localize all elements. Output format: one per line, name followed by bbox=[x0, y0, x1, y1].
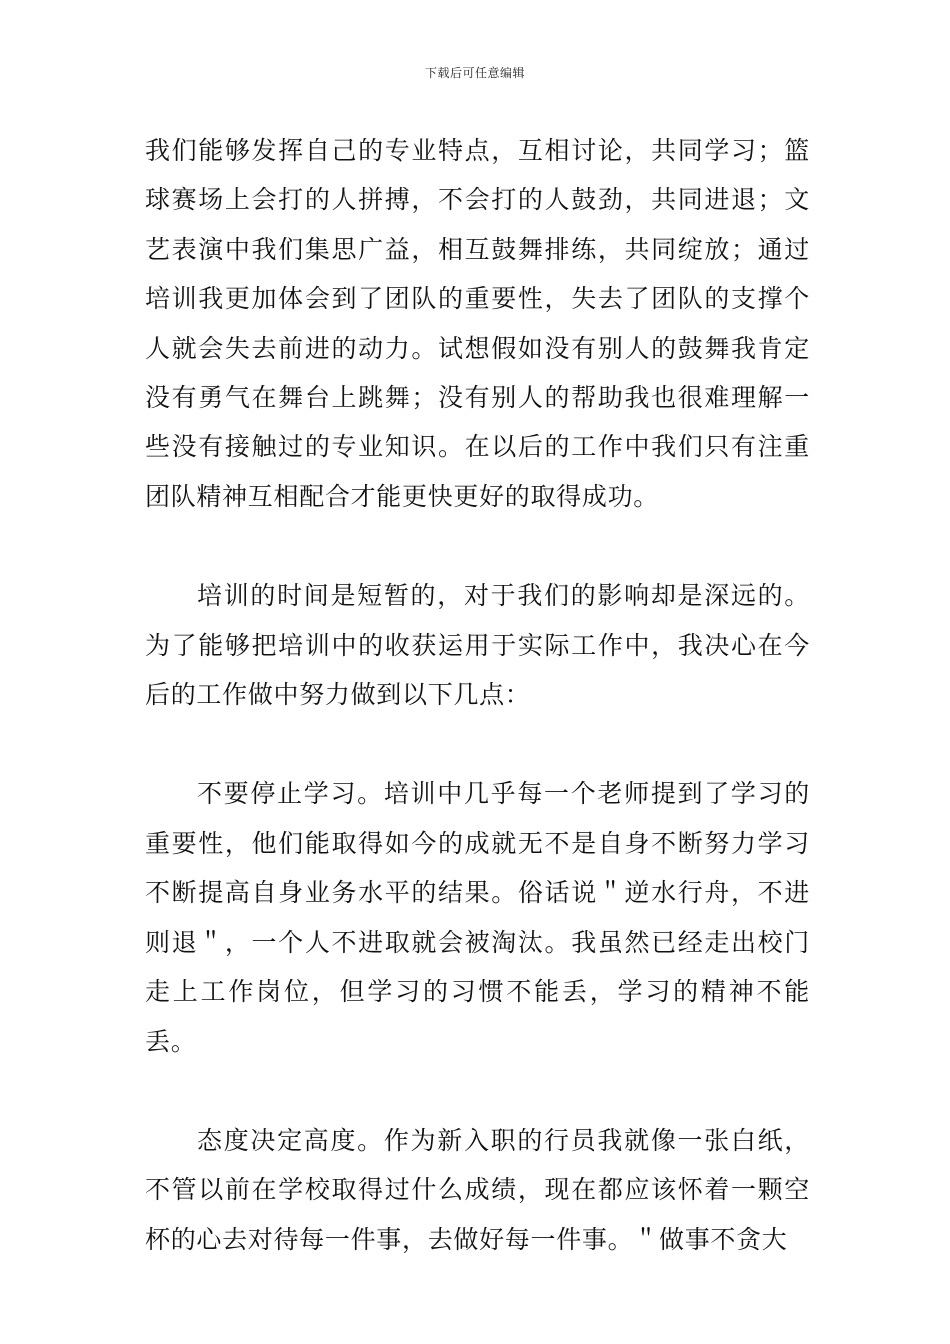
paragraph-keep-learning: 不要停止学习。培训中几乎每一个老师提到了学习的重要性，他们能取得如今的成就无不是自身不断努力学习不断提高自身业务水平的结果。俗话说＂逆水行舟，不进则退＂，一个人不进取就会被淘汰。我虽然已经走出校门走上工作岗位，但学习的习惯不能丢，学习的精神不能丢。 bbox=[145, 779, 810, 1056]
paragraph-training-impact: 培训的时间是短暂的，对于我们的影响却是深远的。为了能够把培训中的收获运用于实际工作中，我决心在今后的工作做中努力做到以下几点： bbox=[145, 581, 810, 710]
paragraph-attitude: 态度决定高度。作为新入职的行员我就像一张白纸，不管以前在学校取得过什么成绩，现在都应该怀着一颗空杯的心去对待每一件事，去做好每一件事。＂做事不贪大 bbox=[145, 1125, 810, 1254]
page-header-note: 下载后可任意编辑 bbox=[424, 66, 525, 80]
document-body bbox=[145, 126, 810, 1264]
paragraph-team-spirit: 我们能够发挥自己的专业特点，互相讨论，共同学习；篮球赛场上会打的人拼搏，不会打的人鼓劲，共同进退；文艺表演中我们集思广益，相互鼓舞排练，共同绽放；通过培训我更加体会到了团队的重要性，失去了团队的支撑个人就会失去前进的动力。试想假如没有别人的鼓舞我肯定没有勇气在舞台上跳舞；没有别人的帮助我也很难理解一些没有接触过的专业知识。在以后的工作中我们只有注重团队精神互相配合才能更快更好的取得成功。 bbox=[145, 136, 810, 511]
